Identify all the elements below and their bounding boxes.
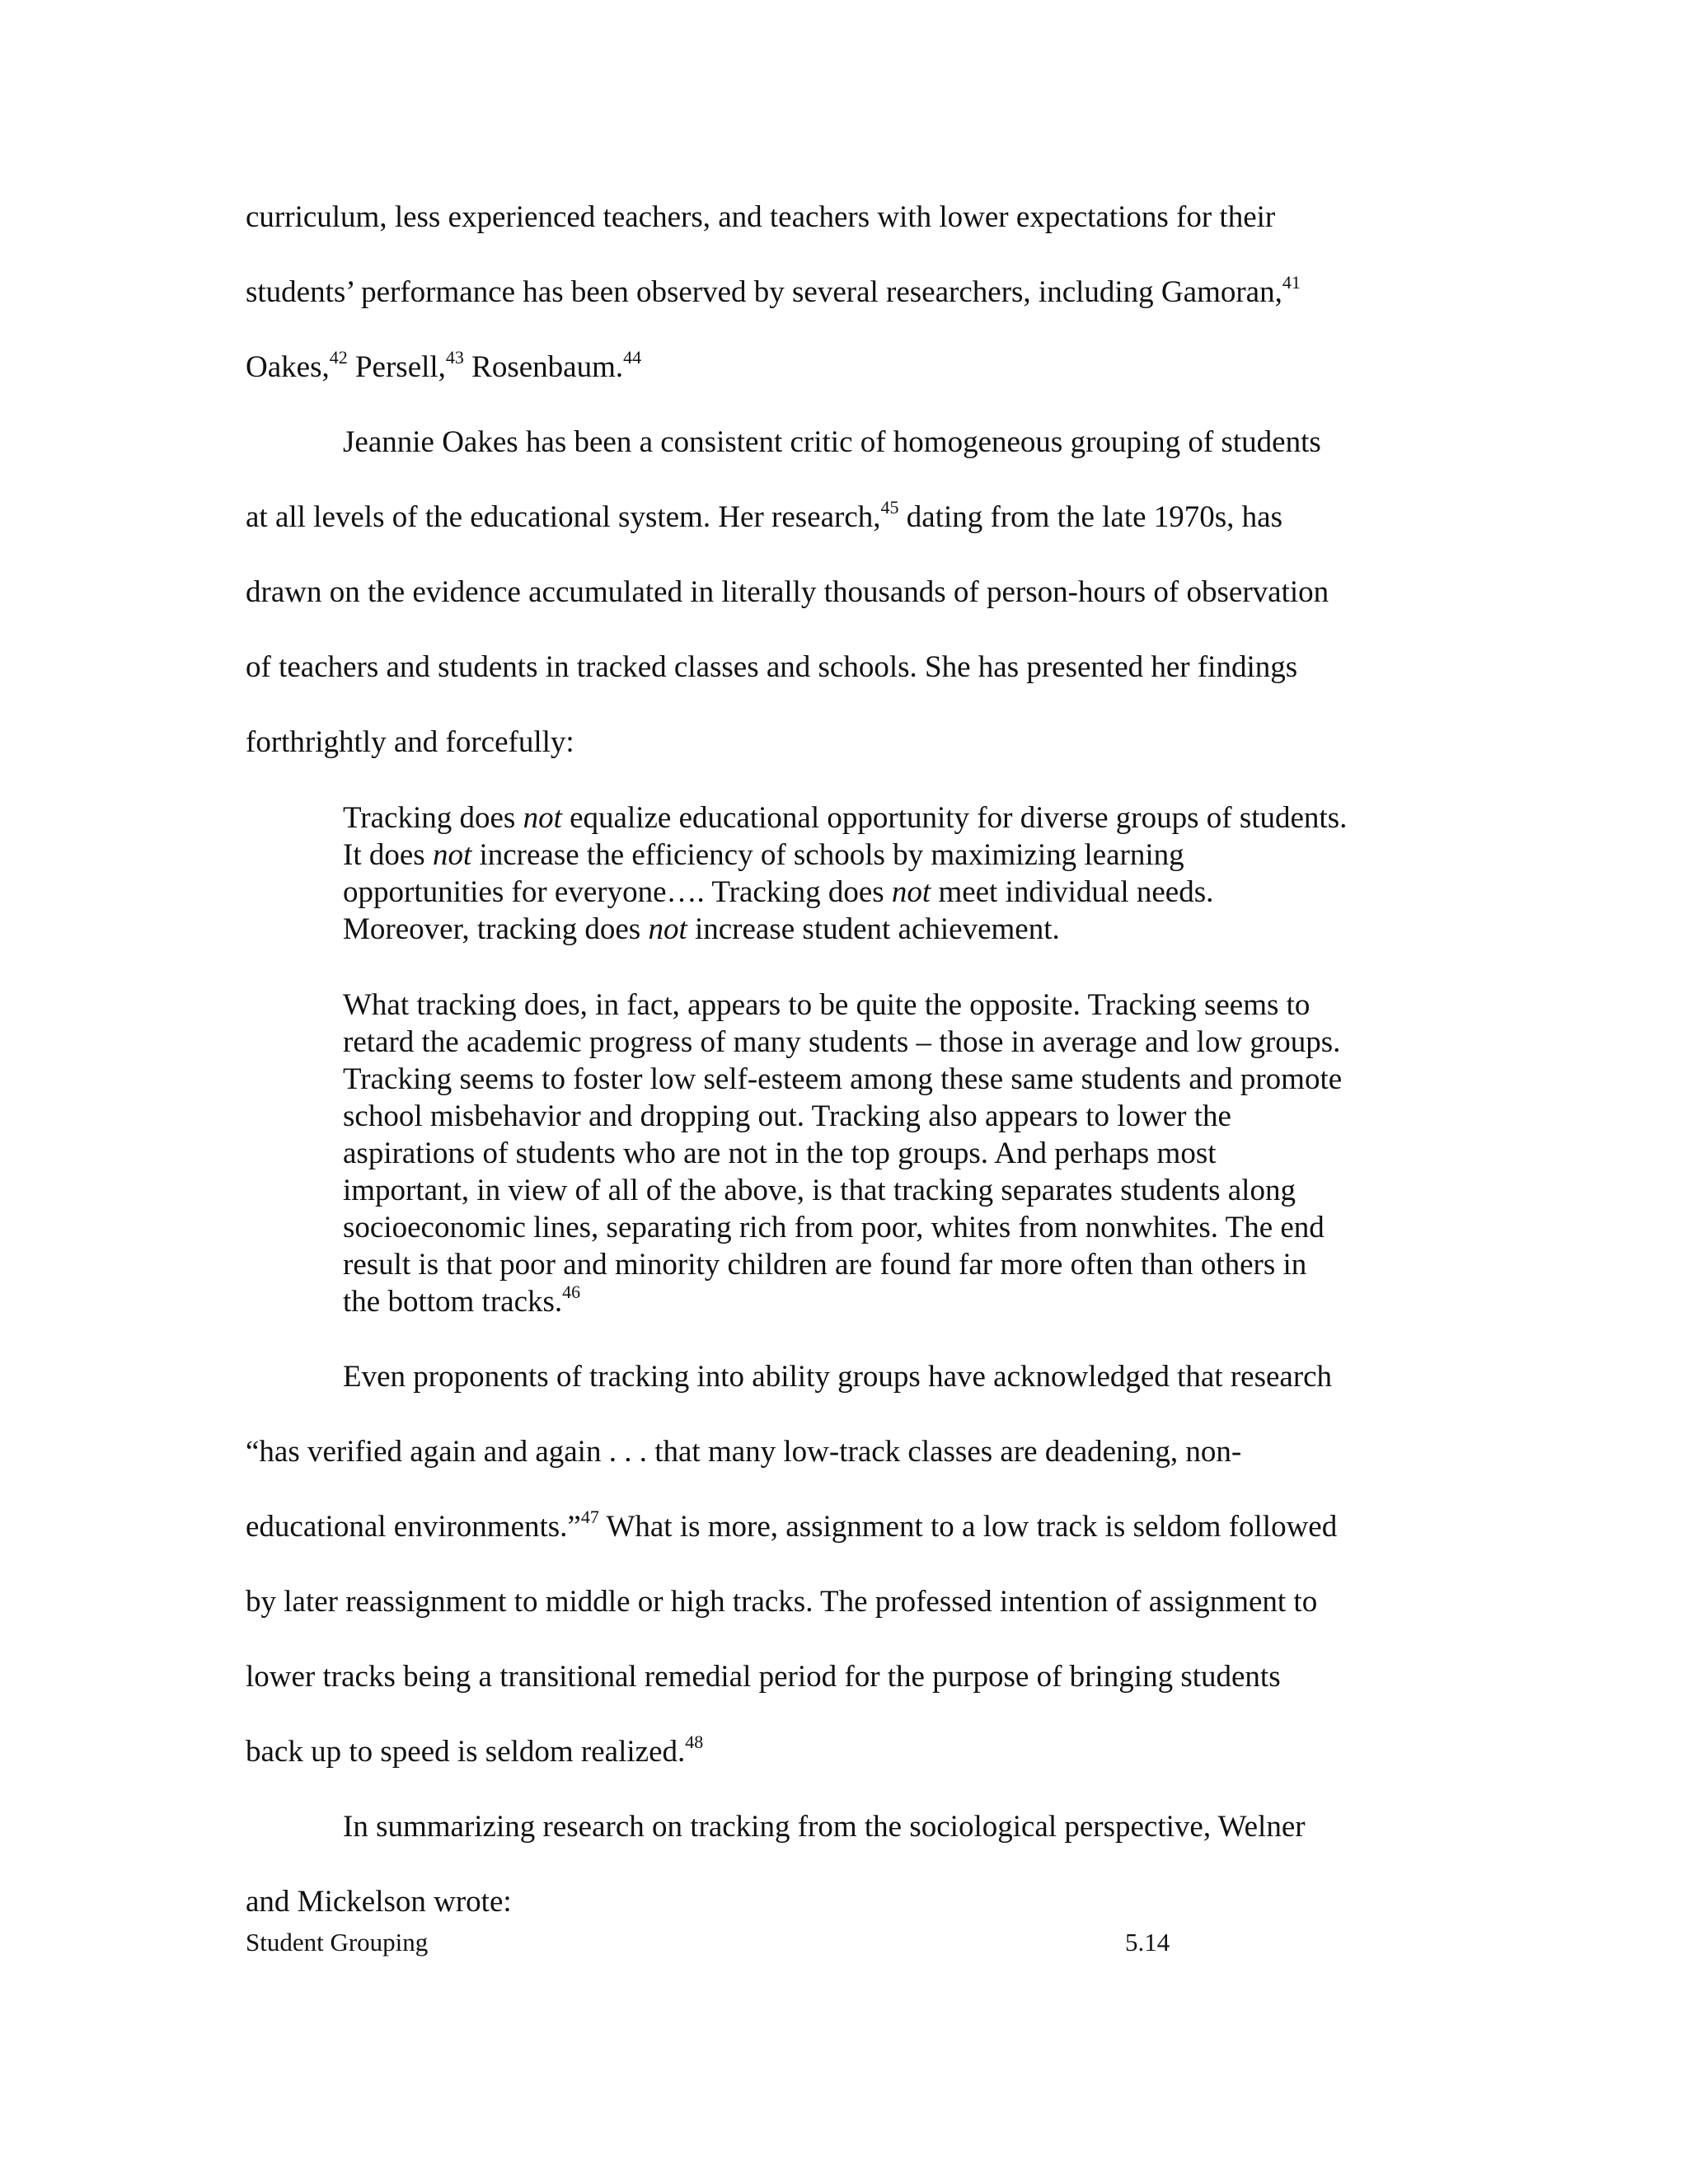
- footer-title: Student Grouping: [246, 1928, 429, 1957]
- page-number: 5.14: [1125, 1928, 1170, 1957]
- body-line: of teachers and students in tracked classes and schools. She has presented her findings: [246, 650, 1298, 684]
- block-quote-line: Moreover, tracking does not increase student achievement.: [343, 912, 1060, 946]
- body-line: and Mickelson wrote:: [246, 1885, 512, 1919]
- block-quote-line: the bottom tracks.$^{46}$: [343, 1281, 581, 1319]
- footnote-ref[interactable]: 41: [1282, 271, 1301, 293]
- footnote-ref[interactable]: 45: [880, 496, 899, 518]
- block-quote-line: Tracking does not equalize educational opportunity for diverse groups of students.: [343, 801, 1348, 835]
- footnote-ref[interactable]: 43: [445, 346, 464, 368]
- footnote-ref[interactable]: 48: [685, 1731, 704, 1752]
- body-line: Oakes,$^{42}$ Persell,$^{43}$ Rosenbaum.$^{44}$: [246, 346, 642, 384]
- body-line: drawn on the evidence accumulated in literally thousands of person-hours of observation: [246, 575, 1329, 609]
- body-line: at all levels of the educational system. Her research,$^{45}$ dating from the late 1970s, has: [246, 496, 1282, 534]
- block-quote-line: aspirations of students who are not in the top groups. And perhaps most: [343, 1137, 1217, 1170]
- body-line: curriculum, less experienced teachers, and teachers with lower expectations for their: [246, 200, 1276, 234]
- block-quote-line: important, in view of all of the above, is that tracking separates students along: [343, 1174, 1296, 1207]
- body-line: In summarizing research on tracking from the sociological perspective, Welner: [343, 1810, 1306, 1844]
- footnote-ref[interactable]: 47: [580, 1506, 599, 1527]
- body-line: Even proponents of tracking into ability groups have acknowledged that research: [343, 1360, 1333, 1394]
- body-line: by later reassignment to middle or high tracks. The professed intention of assignment to: [246, 1585, 1318, 1619]
- block-quote-line: What tracking does, in fact, appears to be quite the opposite. Tracking seems to: [343, 988, 1311, 1022]
- body-line: educational environments.”$^{47}$ What is more, assignment to a low track is seldom followed: [246, 1506, 1338, 1544]
- footnote-ref[interactable]: 44: [623, 346, 642, 368]
- block-quote-line: result is that poor and minority children are found far more often than others in: [343, 1248, 1307, 1282]
- footnote-ref[interactable]: 46: [562, 1281, 581, 1302]
- footnote-ref[interactable]: 42: [329, 346, 348, 368]
- body-line: back up to speed is seldom realized.$^{48}$: [246, 1731, 704, 1769]
- body-line: Jeannie Oakes has been a consistent critic of homogeneous grouping of students: [343, 425, 1321, 459]
- block-quote-line: socioeconomic lines, separating rich from poor, whites from nonwhites. The end: [343, 1211, 1325, 1244]
- block-quote-line: school misbehavior and dropping out. Tracking also appears to lower the: [343, 1099, 1231, 1133]
- block-quote-line: It does not increase the efficiency of schools by maximizing learning: [343, 838, 1184, 872]
- body-line: lower tracks being a transitional remedial period for the purpose of bringing students: [246, 1660, 1281, 1694]
- block-quote-line: opportunities for everyone…. Tracking does not meet individual needs.: [343, 875, 1214, 909]
- block-quote-line: retard the academic progress of many students – those in average and low groups.: [343, 1025, 1341, 1059]
- body-line: “has verified again and again . . . that many low-track classes are deadening, non-: [246, 1435, 1242, 1469]
- body-line: students’ performance has been observed by several researchers, including Gamoran,$^{41}$: [246, 271, 1301, 309]
- body-line: forthrightly and forcefully:: [246, 725, 574, 759]
- block-quote-line: Tracking seems to foster low self-esteem among these same students and promote: [343, 1062, 1343, 1096]
